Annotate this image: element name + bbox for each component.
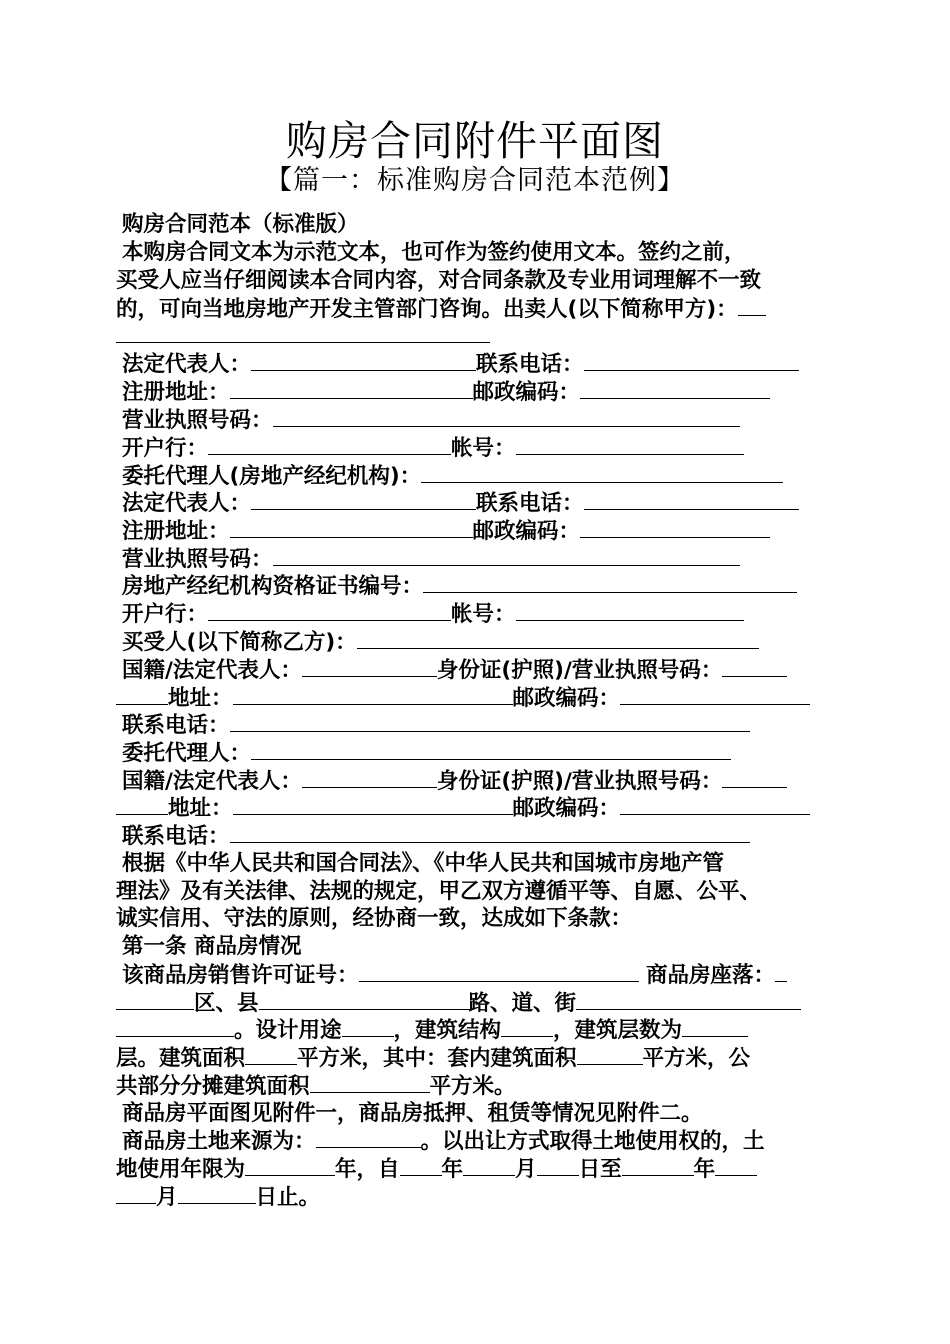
intro-line: 本购房合同文本为示范文本，也可作为签约使用文本。签约之前， bbox=[122, 240, 746, 265]
document-subtitle: 【篇一：标准购房合同范本范例】 bbox=[265, 165, 685, 196]
field-row: 地址： 邮政编码： bbox=[116, 684, 810, 712]
field-row: 注册地址： 邮政编码： bbox=[122, 517, 770, 545]
body-line: 共部分分摊建筑面积 平方米。 bbox=[116, 1074, 516, 1099]
field-row: 法定代表人： 联系电话： bbox=[122, 350, 799, 378]
body-line: 地使用年限为 年，自 年 月 日至 年 bbox=[116, 1155, 757, 1183]
body-line: 区、县 路、道、街 bbox=[116, 989, 801, 1017]
document-title: 购房合同附件平面图 bbox=[286, 117, 664, 165]
body-line: 诚实信用、守法的原则，经协商一致，达成如下条款： bbox=[116, 906, 633, 931]
field-row: 委托代理人(房地产经纪机构)： bbox=[122, 462, 783, 490]
blank-line bbox=[116, 322, 490, 350]
body-line: 商品房土地来源为： 。以出让方式取得土地使用权的，土 bbox=[122, 1129, 765, 1154]
field-row: 联系电话： bbox=[122, 711, 750, 739]
article-heading: 第一条 商品房情况 bbox=[122, 934, 302, 959]
field-row: 地址： 邮政编码： bbox=[116, 794, 810, 822]
field-row: 房地产经纪机构资格证书编号： bbox=[122, 572, 797, 600]
body-line: 层。建筑面积 平方米，其中：套内建筑面积 平方米，公 bbox=[116, 1046, 751, 1071]
field-row: 开户行： 帐号： bbox=[122, 434, 744, 462]
field-row: 联系电话： bbox=[122, 822, 750, 850]
field-row: 开户行： 帐号： bbox=[122, 600, 744, 628]
field-row: 国籍/法定代表人： 身份证(护照)/营业执照号码： bbox=[122, 656, 787, 684]
field-row: 营业执照号码： bbox=[122, 406, 740, 434]
body-line: 该商品房销售许可证号： 商品房座落： bbox=[122, 961, 787, 989]
contract-heading: 购房合同范本（标准版） bbox=[122, 212, 359, 237]
body-line: 商品房平面图见附件一，商品房抵押、租赁等情况见附件二。 bbox=[122, 1101, 703, 1126]
field-row: 营业执照号码： bbox=[122, 545, 740, 573]
field-row: 国籍/法定代表人： 身份证(护照)/营业执照号码： bbox=[122, 767, 787, 795]
body-line: 月 日止。 bbox=[116, 1183, 320, 1211]
field-row: 注册地址： 邮政编码： bbox=[122, 378, 770, 406]
field-row: 法定代表人： 联系电话： bbox=[122, 489, 799, 517]
body-line: 。设计用途 ，建筑结构 ，建筑层数为 bbox=[116, 1016, 748, 1044]
intro-line: 买受人应当仔细阅读本合同内容，对合同条款及专业用词理解不一致 bbox=[116, 268, 762, 293]
field-row: 买受人(以下简称乙方)： bbox=[122, 628, 759, 656]
field-row: 委托代理人： bbox=[122, 739, 731, 767]
body-line: 根据《中华人民共和国合同法》、《中华人民共和国城市房地产管 bbox=[122, 851, 725, 876]
intro-line: 的，可向当地房地产开发主管部门咨询。出卖人(以下简称甲方)： bbox=[116, 295, 766, 323]
body-line: 理法》及有关法律、法规的规定，甲乙双方遵循平等、自愿、公平、 bbox=[116, 879, 762, 904]
